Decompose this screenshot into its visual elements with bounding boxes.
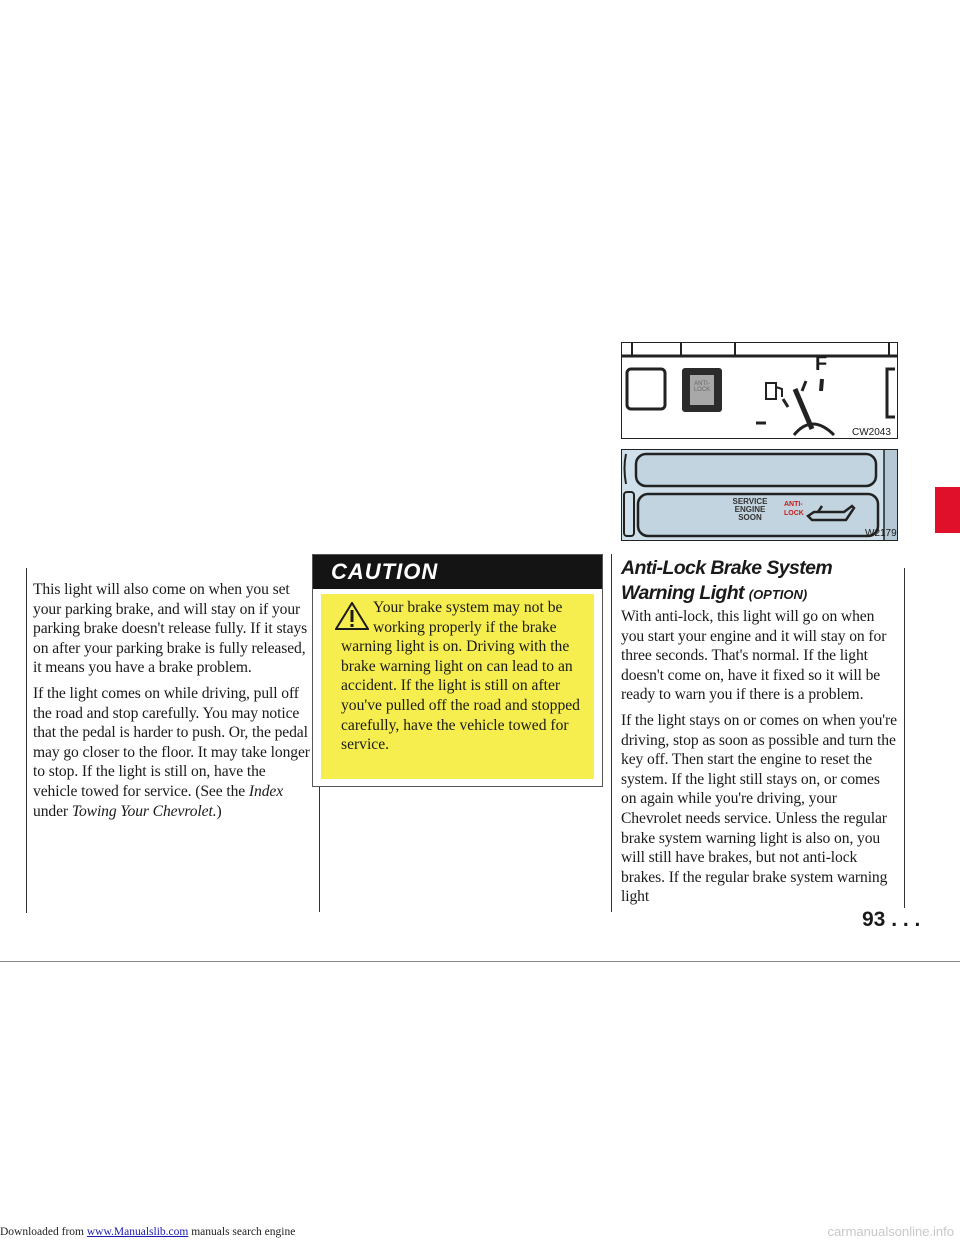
page-number: 93 . . . — [862, 908, 921, 931]
right-paragraph-2: If the light stays on or comes on when you're driving, stop as soon as possible and turn the key off. Then start the engine to reset the system. If the light still stays on, or comes on again while you're driving, your Chevrolet needs service. Unless the regular brake system warning light is also on, you will still have brakes, but not anti-lock brakes. If the regular brake system warning light — [621, 711, 897, 906]
service-line-2: ENGINE — [734, 505, 766, 514]
column-rule-right — [611, 554, 612, 912]
gauge-full-label: F — [815, 353, 828, 375]
left-paragraph-2: If the light comes on while driving, pull off the road and stop carefully. You may notice that the pedal is harder to push. Or, the pedal may go closer to the floor. It may take longer to stop. If the light is still on, have the vehicle towed for service. (See the Index under Towing Your Chevrolet.) — [33, 684, 310, 820]
left-column — [33, 580, 313, 827]
caution-text: Your brake system may not be working properly if the brake warning light is on. Driving with the brake warning light on can lead to an accident. If the light is still on after you've pulled off the road and stopped carefully, have the vehicle towed for service. — [341, 599, 580, 754]
service-engine-soon-light — [720, 498, 780, 522]
figure-code-top: CW2043 — [852, 427, 891, 438]
caution-body — [321, 594, 594, 779]
right-column — [621, 607, 899, 913]
heading-option: (OPTION) — [748, 587, 808, 602]
footer-suffix: manuals search engine — [188, 1226, 296, 1238]
bottom-rule — [0, 961, 960, 962]
cluster-illustration — [622, 450, 898, 541]
column-rule-left — [26, 568, 27, 913]
anti-line-2: LOCK — [784, 510, 804, 517]
caution-title: CAUTION — [313, 555, 602, 589]
caution-box — [312, 554, 603, 787]
column-rule-far-right — [904, 568, 905, 908]
download-footer — [0, 1226, 295, 1238]
left-paragraph-1: This light will also come on when you set your parking brake, and will stay on if your parking brake doesn't release fully. If it stays on after your parking brake is fully released, it means you have a brake problem. — [33, 581, 308, 677]
manualslib-link[interactable]: www.Manualslib.com — [86, 1226, 189, 1238]
watermark-text: carmanualsonline.info — [827, 1224, 954, 1239]
service-line-3: SOON — [738, 513, 762, 522]
footer-prefix: Downloaded from — [0, 1226, 87, 1238]
service-line-1: SERVICE — [732, 497, 768, 506]
warning-triangle-icon — [335, 602, 369, 630]
right-paragraph-1: With anti-lock, this light will go on when you start your engine and it will stay on for three seconds. That's normal. If the light doesn't come on, have it fixed so it will be ready to warn you if there is a problem. — [621, 608, 887, 704]
section-heading — [621, 556, 891, 607]
figure-cluster — [621, 449, 898, 541]
gauge-light-label: ANTI-LOCK — [693, 381, 711, 393]
heading-text: Anti-Lock Brake System Warning Light — [621, 557, 833, 604]
anti-line-1: ANTI- — [784, 501, 803, 508]
section-tab — [935, 487, 960, 533]
gauge-illustration — [622, 343, 898, 439]
figure-code-bottom: W2179 — [865, 528, 897, 539]
anti-lock-light — [784, 500, 806, 518]
figure-gauge — [621, 342, 898, 439]
